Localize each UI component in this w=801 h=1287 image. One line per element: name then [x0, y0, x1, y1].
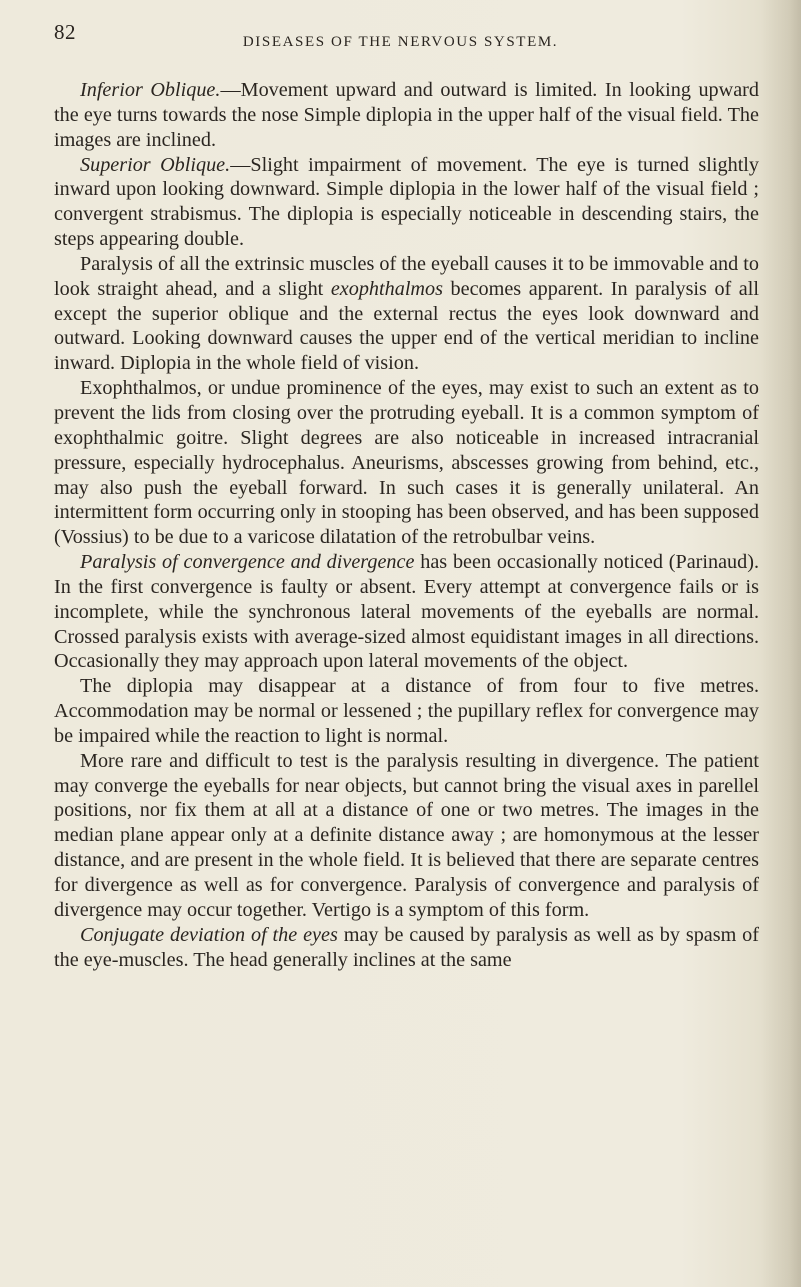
- paragraph-text: More rare and difficult to test is the paralysis resulting in divergence. The patient may converge the eyeballs for near objects, but cannot bring the visual axes in parellel positions, nor fix them at all at a distance of one or two metres. The images in the median plane appear only at a definite distance away ; are homonymous at the lesser distance, and are present in the whole field. It is believed that there are separate centres for divergence as well as for convergence. Paralysis of convergence and paralysis of divergence may occur together. Vertigo is a symptom of this form.: [54, 749, 759, 921]
- paragraph-diplopia-distance: [54, 674, 759, 749]
- paragraph-text: has been occasionally noticed (Parinaud). In the first convergence is faulty or absent. Every attempt at convergence fails or is incomplete, while the synchronous lateral movements of the eyeballs are normal. Crossed paralysis exists with average-sized almost equidistant images in all directions. Occasionally they may approach upon lateral movements of the object.: [54, 551, 759, 673]
- paragraph-convergence-divergence: [54, 550, 759, 674]
- paragraph-total-paralysis: [54, 252, 759, 376]
- running-head: DISEASES OF THE NERVOUS SYSTEM.: [242, 34, 559, 50]
- paragraph-text: —Slight impairment of movement. The eye is turned slightly inward upon looking downward. Simple diplopia in the lower half of the visual field ; convergent strabismus. The diplopia is especially noticeable in descending stairs, the steps appearing double.: [54, 153, 759, 251]
- paragraph-divergence: [54, 749, 759, 923]
- body-text: [54, 78, 759, 972]
- paragraph-text: —Movement upward and outward is limited. In looking upward the eye turns towards the nose Simple diplopia in the upper half of the visual field. The images are inclined.: [54, 79, 759, 151]
- section-heading-superior-oblique: Superior Oblique.: [80, 153, 231, 176]
- paragraph-text: Paralysis of all the extrinsic muscles of the eyeball causes it to be immovable and to look straight ahead, and a slight: [54, 252, 759, 300]
- paragraph-exophthalmos: [54, 376, 759, 550]
- italic-term-exophthalmos: exophthalmos: [330, 277, 443, 300]
- page-number: 82: [54, 20, 76, 44]
- paragraph-superior-oblique: [54, 153, 759, 252]
- page-edge-shadow: [761, 0, 801, 1287]
- paragraph-text: The diplopia may disappear at a distance of from four to five metres. Accommodation may be normal or lessened ; the pupillary reflex for convergence may be impaired while the reaction to light is normal.: [54, 675, 759, 747]
- section-heading-conjugate-deviation: Conjugate deviation of the eyes: [80, 923, 338, 946]
- section-heading-inferior-oblique: Inferior Oblique.: [80, 79, 221, 101]
- paragraph-text: Exophthalmos, or undue prominence of the eyes, may exist to such an extent as to prevent the lids from closing over the protruding eyeball. It is a common symptom of exophthalmic goitre. Slight degrees are also noticeable in increased intracranial pressure, especially hydrocephalus. Aneurisms, abscesses growing from behind, etc., may also push the eyeball forward. In such cases it is generally unilateral. An intermittent form occurring only in stooping has been observed, and has been supposed (Vossius) to be due to a varicose dilatation of the retrobulbar veins.: [54, 377, 759, 549]
- paragraph-conjugate-deviation: [54, 923, 759, 973]
- paragraph-text: may be caused by paralysis as well as by spasm of the eye-muscles. The head generally inclines at the same: [54, 923, 760, 971]
- paragraph-text: becomes apparent. In paralysis of all except the superior oblique and the external rectus the eyes look downward and outward. Looking downward causes the upper end of the vertical meridian to incline inward. Diplopia in the whole field of vision.: [54, 277, 759, 375]
- section-heading-convergence-divergence: Paralysis of convergence and divergence: [80, 551, 415, 574]
- paragraph-inferior-oblique: [54, 78, 759, 153]
